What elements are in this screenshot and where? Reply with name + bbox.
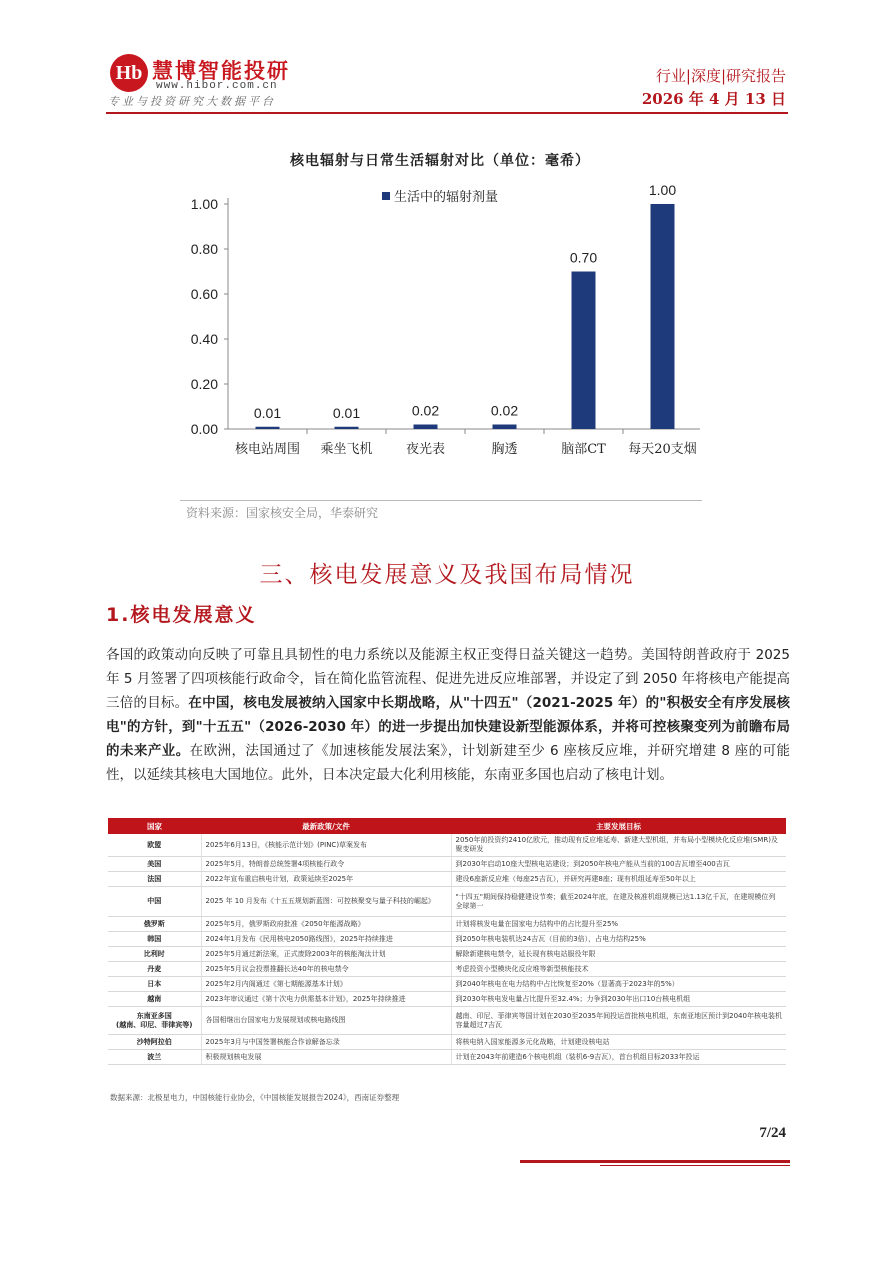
policy-table [108,818,786,1065]
x-tick-label: 乘坐飞机 [320,442,373,457]
bar [651,204,675,429]
policy-cell: 积极规划核电发展 [201,1050,451,1065]
footer-divider [520,1160,790,1163]
goal-cell: 解除新建核电禁令，延长现有核电站服役年限 [451,947,786,962]
table-row [108,857,786,872]
table-row [108,932,786,947]
policy-cell: 2025年6月13日，《核能示范计划》(PINC)草案发布 [201,834,451,857]
goal-cell: 到2030年启动10座大型核电站建设；到2050年核电产能从当前的100吉瓦增至400吉瓦 [451,857,786,872]
country-cell: 美国 [108,857,201,872]
y-tick-label: 1.00 [190,196,218,212]
logo-icon: Hb [110,54,148,92]
table-header-row [108,818,786,834]
report-type: 行业|深度|研究报告 [655,67,786,85]
table-row [108,1050,786,1065]
bar-chart [180,170,700,490]
x-tick-label: 夜光表 [405,442,446,457]
table-header-cell: 国家 [108,818,201,834]
x-tick-label: 脑部CT [561,442,606,457]
chart-title: 核电辐射与日常生活辐射对比（单位：毫希） [290,153,590,169]
bar-data-label: 0.02 [411,402,440,419]
footer-divider-thin [600,1165,790,1166]
legend-label: 生活中的辐射剂量 [394,190,499,205]
policy-cell: 2022年宣布重启核电计划，政策延续至2025年 [201,872,451,887]
x-tick-label: 胸透 [491,442,518,457]
goal-cell: 计划将核发电量在国家电力结构中的占比提升至25% [451,917,786,932]
table-header-cell: 主要发展目标 [451,818,786,834]
table-row [108,1035,786,1050]
country-cell: 越南 [108,992,201,1007]
goal-cell: 计划在2043年前建造6个核电机组（装机6-9吉瓦），首台机组目标2033年投运 [451,1050,786,1065]
y-tick-label: 0.80 [190,241,218,257]
country-cell: 韩国 [108,932,201,947]
goal-cell: 2050年前投资约2410亿欧元，推动现有反应堆延寿、新建大型机组，并布局小型模块化反应堆(SMR)及聚变研发 [451,834,786,857]
policy-cell: 2025年5月，俄罗斯政府批准《2050年能源战略》 [201,917,451,932]
table-row [108,977,786,992]
report-date: 2026 年 4 月 13 日 [641,90,786,108]
country-cell: 中国 [108,887,201,917]
para-text-2: 在欧洲，法国通过了《加速核能发展法案》，计划新建至少 6 座核反应堆，并研究增建 8 座的可能性，以延续其核电大国地位。此外，日本决定最大化利用核能，东南亚多国也启动了核电计划。 [106,743,791,783]
y-tick-label: 0.40 [190,331,218,347]
table-header-cell: 最新政策/文件 [201,818,451,834]
para-text-1: 各国的政策动向反映了可靠且具韧性的电力系统以及能源主权正变得日益关键这一趋势。美国特朗普政府于 2025 年 5 月签署了四项核能行政命令，旨在简化监管流程、促进先进反应堆部署，并设定了到 2050 年将核电产能提高三倍的目标。 [106,647,790,711]
table-row [108,834,786,857]
country-cell: 欧盟 [108,834,201,857]
chart-source: 资料来源：国家核安全局，华泰研究 [186,506,379,520]
para-text-bold: 在中国，核电发展被纳入国家中长期战略，从"十四五"（2021-2025 年）的"积极安全有序发展核电"的方针，到"十五五"（2026-2030 年）的进一步提出加快建设新型能源体系，并将可控核聚变列为前瞻布局的未来产业。 [106,695,791,759]
policy-cell: 2024年1月发布《民用核电2050路线图》，2025年持续推进 [201,932,451,947]
policy-cell: 各国相继出台国家电力发展规划或核电路线图 [201,1007,451,1035]
goal-cell: 到2050年核电装机达24吉瓦（目前的3倍），占电力结构25% [451,932,786,947]
logo-slogan: 专业与投资研究大数据平台 [108,95,276,108]
country-cell: 法国 [108,872,201,887]
legend-swatch [382,192,390,200]
policy-cell: 2025 年 10 月发布《十五五规划新蓝图：可控核聚变与量子科技的崛起》 [201,887,451,917]
header-divider [106,112,788,114]
country-cell: 东南亚多国 (越南、印尼、菲律宾等) [108,1007,201,1035]
goal-cell: 建设6座新反应堆（每座25吉瓦），并研究再建8座；现有机组延寿至50年以上 [451,872,786,887]
goal-cell: 将核电纳入国家能源多元化战略，计划建设核电站 [451,1035,786,1050]
logo-name: 慧博智能投研 [152,59,290,83]
table-row [108,947,786,962]
y-tick-label: 0.20 [190,376,218,392]
goal-cell: 到2040年核电在电力结构中占比恢复至20%（显著高于2023年的5%） [451,977,786,992]
goal-cell: 越南、印尼、菲律宾等国计划在2030至2035年间投运首批核电机组，东南亚地区预计到2040年核电装机容量超过7吉瓦 [451,1007,786,1035]
policy-cell: 2025年3月与中国签署核能合作谅解备忘录 [201,1035,451,1050]
policy-cell: 2025年5月通过新法案，正式废除2003年的核能淘汰计划 [201,947,451,962]
country-cell: 日本 [108,977,201,992]
logo-url: www.hibor.com.cn [156,80,278,92]
y-tick-label: 0.00 [190,421,218,437]
body-paragraph [106,643,790,787]
bar [414,425,438,430]
table-row [108,1007,786,1035]
bar [335,427,359,429]
bar [493,425,517,430]
policy-cell: 2023年审议通过《第十次电力供需基本计划》，2025年持续推进 [201,992,451,1007]
policy-cell: 2025年5月，特朗普总统签署4项核能行政令 [201,857,451,872]
x-tick-label: 每天20支烟 [628,442,697,457]
page-number: 7/24 [759,1125,786,1141]
goal-cell: 考虑投资小型模块化反应堆等新型核能技术 [451,962,786,977]
country-cell: 比利时 [108,947,201,962]
x-tick-label: 核电站周围 [234,442,301,457]
bar [256,427,280,429]
country-cell: 沙特阿拉伯 [108,1035,201,1050]
y-tick-label: 0.60 [190,286,218,302]
chart-source-divider [180,500,702,501]
table-row [108,887,786,917]
bar-data-label: 0.01 [332,404,361,421]
bar-data-label: 1.00 [648,182,677,198]
goal-cell: 到2030年核电发电量占比提升至32.4%；力争到2030年出口10台核电机组 [451,992,786,1007]
country-cell: 波兰 [108,1050,201,1065]
section-title: 三、核电发展意义及我国布局情况 [259,562,635,588]
country-cell: 丹麦 [108,962,201,977]
bar-data-label: 0.02 [490,402,519,419]
country-cell: 俄罗斯 [108,917,201,932]
table-row [108,992,786,1007]
policy-cell: 2025年5月议会投票推翻长达40年的核电禁令 [201,962,451,977]
table-row [108,917,786,932]
goal-cell: "十四五"期间保持稳健建设节奏；截至2024年底，在建及核准机组规模已达1.13亿千瓦，在建规模位列全球第一 [451,887,786,917]
bar-data-label: 0.01 [253,404,282,421]
table-row [108,962,786,977]
policy-cell: 2025年2月内阁通过《第七期能源基本计划》 [201,977,451,992]
bar [572,272,596,430]
bar-data-label: 0.70 [569,249,598,266]
table-source: 数据来源：北极星电力，中国核能行业协会，《中国核能发展报告2024》，西南证券整理 [110,1093,400,1102]
subsection-title: 1.核电发展意义 [106,604,257,626]
table-row [108,872,786,887]
